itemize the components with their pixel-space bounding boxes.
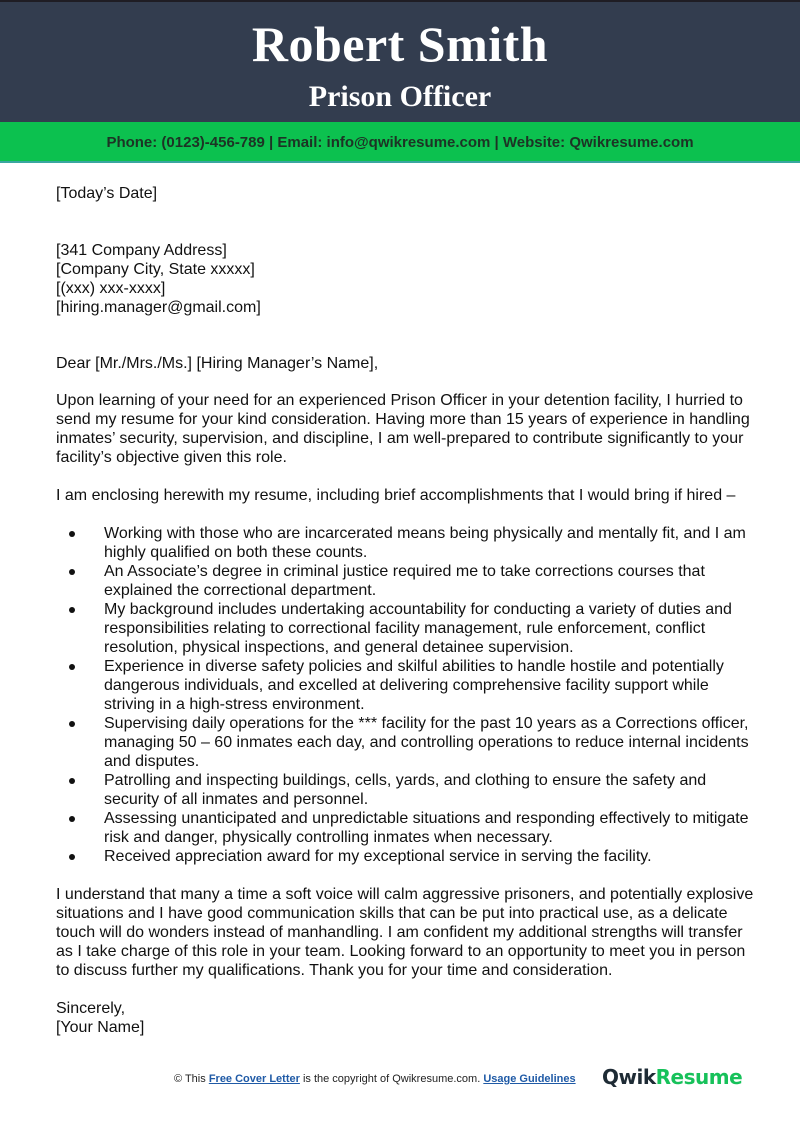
resume-header — [0, 0, 800, 122]
job-title: Prison Officer — [308, 80, 492, 113]
address-line: [Company City, State xxxxx] — [56, 261, 255, 278]
qwikresume-logo — [602, 1065, 742, 1089]
address-line: [hiring.manager@gmail.com] — [56, 299, 261, 316]
candidate-name: Robert Smith — [251, 16, 549, 72]
free-cover-letter-link[interactable]: Free Cover Letter — [208, 1073, 300, 1085]
bullet-icon — [69, 607, 75, 613]
list-item-text: Experience in diverse safety policies and skilful abilities to handle hostile and potentially dangerous individuals, and excelled at delivering comprehensive facility support while striving in a high-stress environment. — [104, 658, 724, 713]
sign-off: Sincerely, — [56, 1000, 126, 1017]
bullet-icon — [69, 664, 75, 670]
list-item-text: My background includes undertaking accountability for conducting a variety of duties and responsibilities relating to correctional facility management, rule enforcement, conflict resolution, physical inspections, and general detainee supervision. — [104, 601, 732, 656]
list-item-text: Supervising daily operations for the *** facility for the past 10 years as a Corrections officer, managing 50 – 60 inmates each day, and controlling operations to reduce internal incidents and disputes. — [104, 715, 749, 770]
intro-paragraph: Upon learning of your need for an experienced Prison Officer in your detention facility, I hurried to send my resume for your kind consideration. Having more than 15 years of experience in handling inmates’ security, supervision, and discipline, I am well-prepared to contribute significantly to your facility’s objective given this role. — [56, 392, 750, 466]
bullet-icon — [69, 569, 75, 575]
list-item — [104, 562, 756, 600]
letter-body — [56, 184, 756, 1037]
copyright-notice — [174, 1072, 576, 1086]
closing-paragraph: I understand that many a time a soft voice will calm aggressive prisoners, and potentially explosive situations and I have good communication skills that can be put into practical use, as a delicate touch will do wonders instead of manhandling. I am confident my additional strengths will transfer as I take charge of this role in your team. Looking forward to an opportunity to meet you in person to discuss further my qualifications. Thank you for your time and consideration. — [56, 886, 754, 979]
list-item-text: Received appreciation award for my exceptional service in serving the facility. — [104, 848, 652, 865]
bullet-icon — [69, 778, 75, 784]
logo-part-resume: Resume — [655, 1065, 743, 1089]
contact-bar: Phone: (0123)-456-789 | Email: info@qwikresume.com | Website: Qwikresume.com — [0, 122, 800, 163]
bullet-icon — [69, 854, 75, 860]
list-item-text: Patrolling and inspecting buildings, cells, yards, and clothing to ensure the safety and security of all inmates and personnel. — [104, 772, 707, 808]
list-item — [104, 714, 756, 771]
page-footer — [0, 1065, 800, 1092]
salutation: Dear [Mr./Mrs./Ms.] [Hiring Manager’s Name], — [56, 355, 379, 372]
bullet-icon — [69, 816, 75, 822]
copyright-middle: is the copyright of Qwikresume.com. — [299, 1073, 484, 1085]
accomplishments-list — [56, 524, 756, 866]
list-item — [104, 524, 756, 562]
list-item — [104, 847, 756, 866]
copyright-prefix: © This — [174, 1073, 209, 1085]
letter-date: [Today’s Date] — [56, 185, 158, 202]
list-item-text: Assessing unanticipated and unpredictable situations and responding effectively to mitigate risk and danger, physically controlling inmates when necessary. — [104, 810, 749, 846]
list-item-text: An Associate’s degree in criminal justice required me to take corrections courses that explained the correctional department. — [104, 563, 705, 599]
bullet-icon — [69, 721, 75, 727]
address-line: [341 Company Address] — [56, 242, 227, 259]
bullet-icon — [69, 531, 75, 537]
signature: [Your Name] — [56, 1019, 145, 1036]
lead-in-paragraph: I am enclosing herewith my resume, including brief accomplishments that I would bring if hired – — [56, 487, 736, 504]
list-item — [104, 600, 756, 657]
list-item — [104, 809, 756, 847]
logo-part-qwik: Qwik — [602, 1065, 656, 1089]
address-line: [(xxx) xxx-xxxx] — [56, 280, 166, 297]
recipient-address — [56, 241, 756, 317]
list-item — [104, 771, 756, 809]
list-item — [104, 657, 756, 714]
usage-guidelines-link[interactable]: Usage Guidelines — [483, 1073, 576, 1085]
list-item-text: Working with those who are incarcerated means being physically and mentally fit, and I am highly qualified on both these counts. — [104, 525, 746, 561]
